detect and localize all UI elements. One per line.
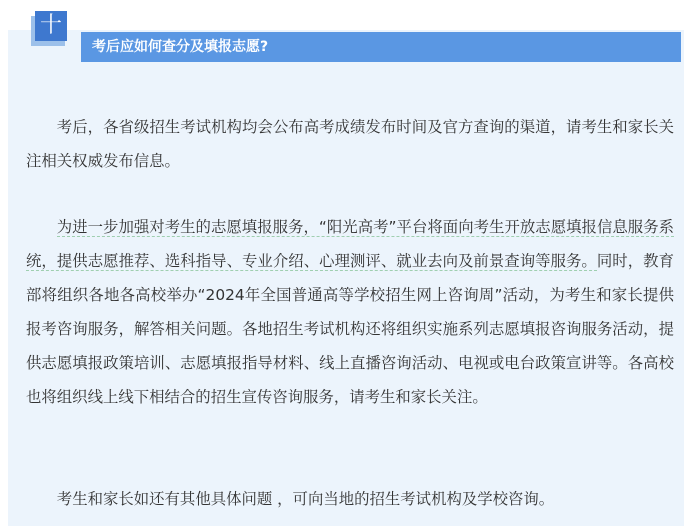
section-header-bar — [81, 32, 681, 62]
section-title: 考后应如何查分及填报志愿? — [92, 39, 269, 55]
paragraph-results-release: 考后，各省级招生考试机构均会公布高考成绩发布时间及官方查询的渠道，请考生和家长关注相关权威发布信息。 — [26, 118, 674, 170]
paragraph-continuation: 同时，教育部将组织各地各高校举办“2024年全国普通高等学校招生网上咨询周”活动，为考生和家长提供报考咨询服务，解答相关问题。各地招生考试机构还将组织实施系列志愿填报咨询服务活动，提供志愿填报政策培训、志愿填报指导材料、线上直播咨询活动、电视或电台政策宣讲等。各高校也将组织线上线下相结合的招生宣传咨询服务，请考生和家长关注。 — [26, 252, 674, 406]
paragraph-application-services — [26, 210, 674, 414]
highlighted-sentence: 为进一步加强对考生的志愿填报服务，“阳光高考”平台将面向考生开放志愿填报信息服务系统，提供志愿推荐、选科指导、专业介绍、心理测评、就业去向及前景查询等服务。 — [26, 218, 674, 270]
paragraph-further-questions: 考生和家长如还有其他具体问题 ，可向当地的招生考试机构及学校咨询。 — [56, 490, 555, 508]
section-number-badge: 十 — [35, 11, 67, 41]
